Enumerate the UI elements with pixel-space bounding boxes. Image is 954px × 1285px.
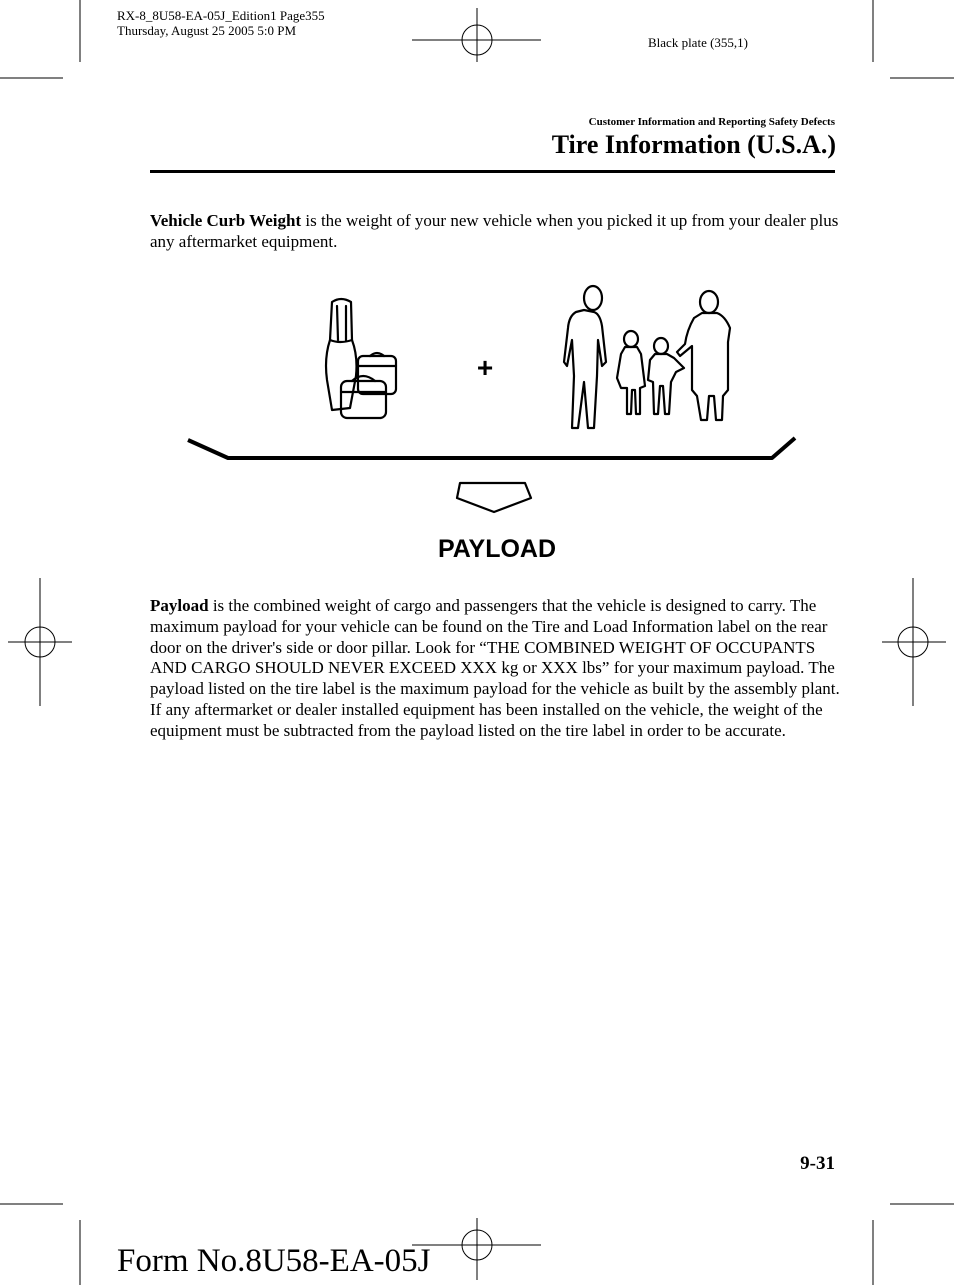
registration-mark-top (412, 8, 541, 62)
payload-label: PAYLOAD (437, 535, 557, 563)
form-number: Form No.8U58-EA-05J (117, 1243, 431, 1279)
curb-weight-paragraph (150, 211, 840, 253)
payload-illustration (180, 280, 800, 520)
header-rule (150, 170, 835, 173)
payload-paragraph (150, 596, 840, 742)
black-plate-label: Black plate (355,1) (648, 35, 748, 50)
print-slug (117, 8, 325, 38)
slug-line-file: RX-8_8U58-EA-05J_Edition1 Page355 (117, 8, 325, 23)
plus-sign: + (476, 352, 494, 383)
page-title: Tire Information (U.S.A.) (551, 130, 836, 159)
slug-line-date: Thursday, August 25 2005 5:0 PM (117, 23, 296, 38)
down-arrow-icon (457, 483, 531, 512)
curb-weight-text: is the weight of your new vehicle when you picked it up from your dealer plus any aftermarket equipment. (150, 211, 839, 251)
luggage-icon (326, 299, 396, 418)
passengers-icon (564, 286, 730, 428)
registration-mark-right (882, 578, 946, 706)
registration-mark-bottom (412, 1218, 541, 1280)
payload-term: Payload (150, 596, 209, 615)
payload-text: is the combined weight of cargo and passengers that the vehicle is designed to carry. The maximum payload for your vehicle can be found on the Tire and Load Information label on the rear door on the driver's side or door pillar. Look for “THE COMBINED WEIGHT OF OCCUPANTS AND CARGO SHOULD NEVER EXCEED XXX kg or XXX lbs” for your maximum payload. The payload listed on the tire label is the maximum payload for the vehicle as built by the assembly plant. If any aftermarket or dealer installed equipment has been installed on the vehicle, the weight of the equipment must be subtracted from the payload listed on the tire label in order to be accurate. (150, 596, 840, 740)
registration-mark-left (8, 578, 72, 706)
page-number: 9-31 (800, 1153, 835, 1174)
curb-weight-term: Vehicle Curb Weight (150, 211, 302, 230)
section-label: Customer Information and Reporting Safety Defects (588, 116, 835, 128)
